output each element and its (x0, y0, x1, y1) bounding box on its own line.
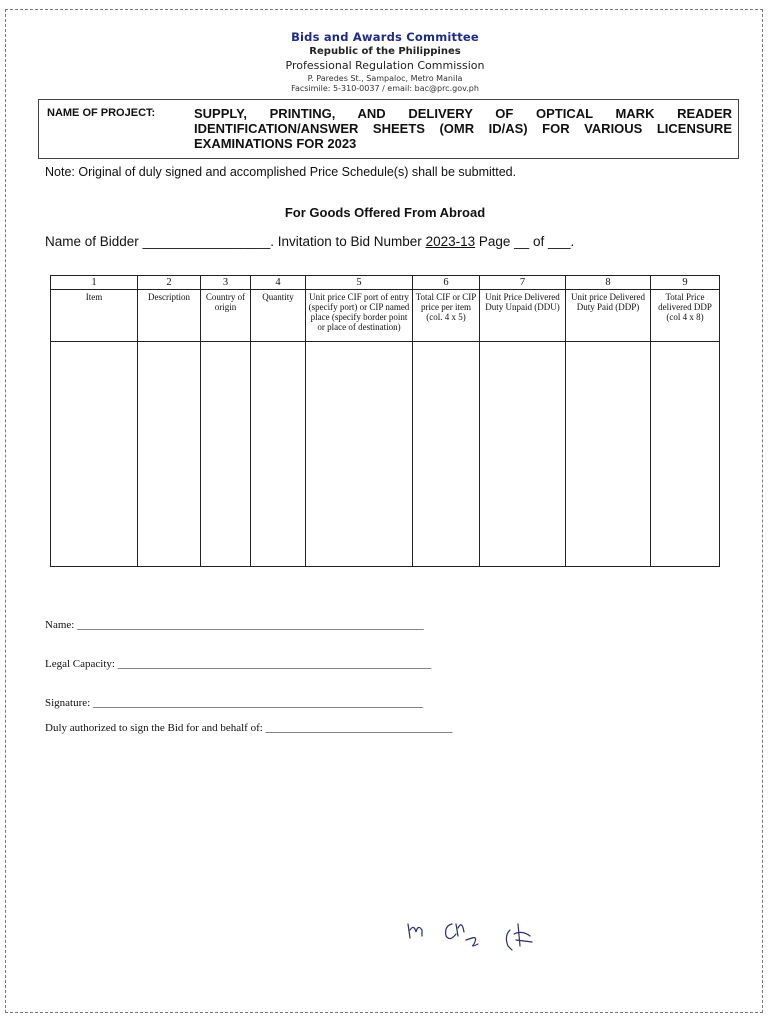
page-blank[interactable]: __ (514, 234, 530, 249)
republic-line: Republic of the Philippines (309, 46, 461, 57)
column-header-country: Country of origin (201, 290, 251, 342)
column-header-unit-price-ddu: Unit Price Delivered Duty Unpaid (DDU) (480, 290, 566, 342)
column-number: 5 (306, 276, 413, 290)
cell-quantity[interactable] (251, 342, 306, 567)
committee-title: Bids and Awards Committee (291, 30, 479, 44)
column-header-unit-price-cif: Unit price CIF port of entry (specify port) or CIP named place (specify border point or place of destination) (306, 290, 413, 342)
column-header-total-ddp: Total Price delivered DDP (col 4 x 8) (651, 290, 720, 342)
agency-contact: Facsimile: 5-310-0037 / email: bac@prc.gov.ph (291, 84, 479, 93)
column-header-row (51, 290, 720, 342)
invitation-label: Invitation to Bid Number (277, 234, 422, 249)
cell-total-cif[interactable] (413, 342, 480, 567)
agency-name: Professional Regulation Commission (285, 59, 485, 72)
column-header-unit-price-ddp: Unit price Delivered Duty Paid (DDP) (566, 290, 651, 342)
signature-field[interactable]: Signature: ____________________________________________________________ (45, 697, 423, 709)
cell-unit-price-cif[interactable] (306, 342, 413, 567)
cell-unit-price-ddp[interactable] (566, 342, 651, 567)
invitation-number: 2023-13 (425, 234, 476, 249)
project-label: NAME OF PROJECT: (47, 107, 156, 119)
legal-capacity-field[interactable]: Legal Capacity: _________________________________________________________ (45, 658, 432, 670)
of-blank[interactable]: ___ (548, 234, 571, 249)
column-number: 2 (138, 276, 201, 290)
of-label: of (532, 234, 545, 249)
cell-unit-price-ddu[interactable] (480, 342, 566, 567)
bidder-name-label: Name of Bidder (45, 234, 139, 249)
column-number: 8 (566, 276, 651, 290)
handwritten-initials (400, 910, 560, 960)
bidder-name-blank[interactable]: _________________ (142, 234, 271, 249)
bidder-line: Name of Bidder _________________. Invitation to Bid Number 2023-13 Page __ of ___. (45, 234, 575, 249)
column-number: 4 (251, 276, 306, 290)
price-schedule-table (50, 275, 720, 567)
table-row (51, 342, 720, 567)
column-header-item: Item (51, 290, 138, 342)
cell-item[interactable] (51, 342, 138, 567)
section-title: For Goods Offered From Abroad (284, 205, 486, 220)
project-box (38, 99, 739, 159)
column-number: 1 (51, 276, 138, 290)
column-header-description: Description (138, 290, 201, 342)
submission-note: Note: Original of duly signed and accomplished Price Schedule(s) shall be submitted. (45, 165, 517, 179)
agency-address: P. Paredes St., Sampaloc, Metro Manila (307, 74, 463, 83)
column-number-row (51, 276, 720, 290)
cell-country[interactable] (201, 342, 251, 567)
column-number: 7 (480, 276, 566, 290)
column-number: 6 (413, 276, 480, 290)
column-number: 9 (651, 276, 720, 290)
authorized-field[interactable]: Duly authorized to sign the Bid for and behalf of: __________________________________ (45, 722, 453, 734)
project-name: SUPPLY, PRINTING, AND DELIVERY OF OPTICAL MARK READER IDENTIFICATION/ANSWER SHEETS (OMR ID/AS) FOR VARIOUS LICENSURE EXAMINATIONS FOR 2023 (194, 106, 732, 151)
cell-total-ddp[interactable] (651, 342, 720, 567)
column-header-quantity: Quantity (251, 290, 306, 342)
cell-description[interactable] (138, 342, 201, 567)
page-label: Page (478, 234, 511, 249)
column-number: 3 (201, 276, 251, 290)
name-field[interactable]: Name: _______________________________________________________________ (45, 619, 424, 631)
column-header-total-cif: Total CIF or CIP price per item (col. 4 x 5) (413, 290, 480, 342)
